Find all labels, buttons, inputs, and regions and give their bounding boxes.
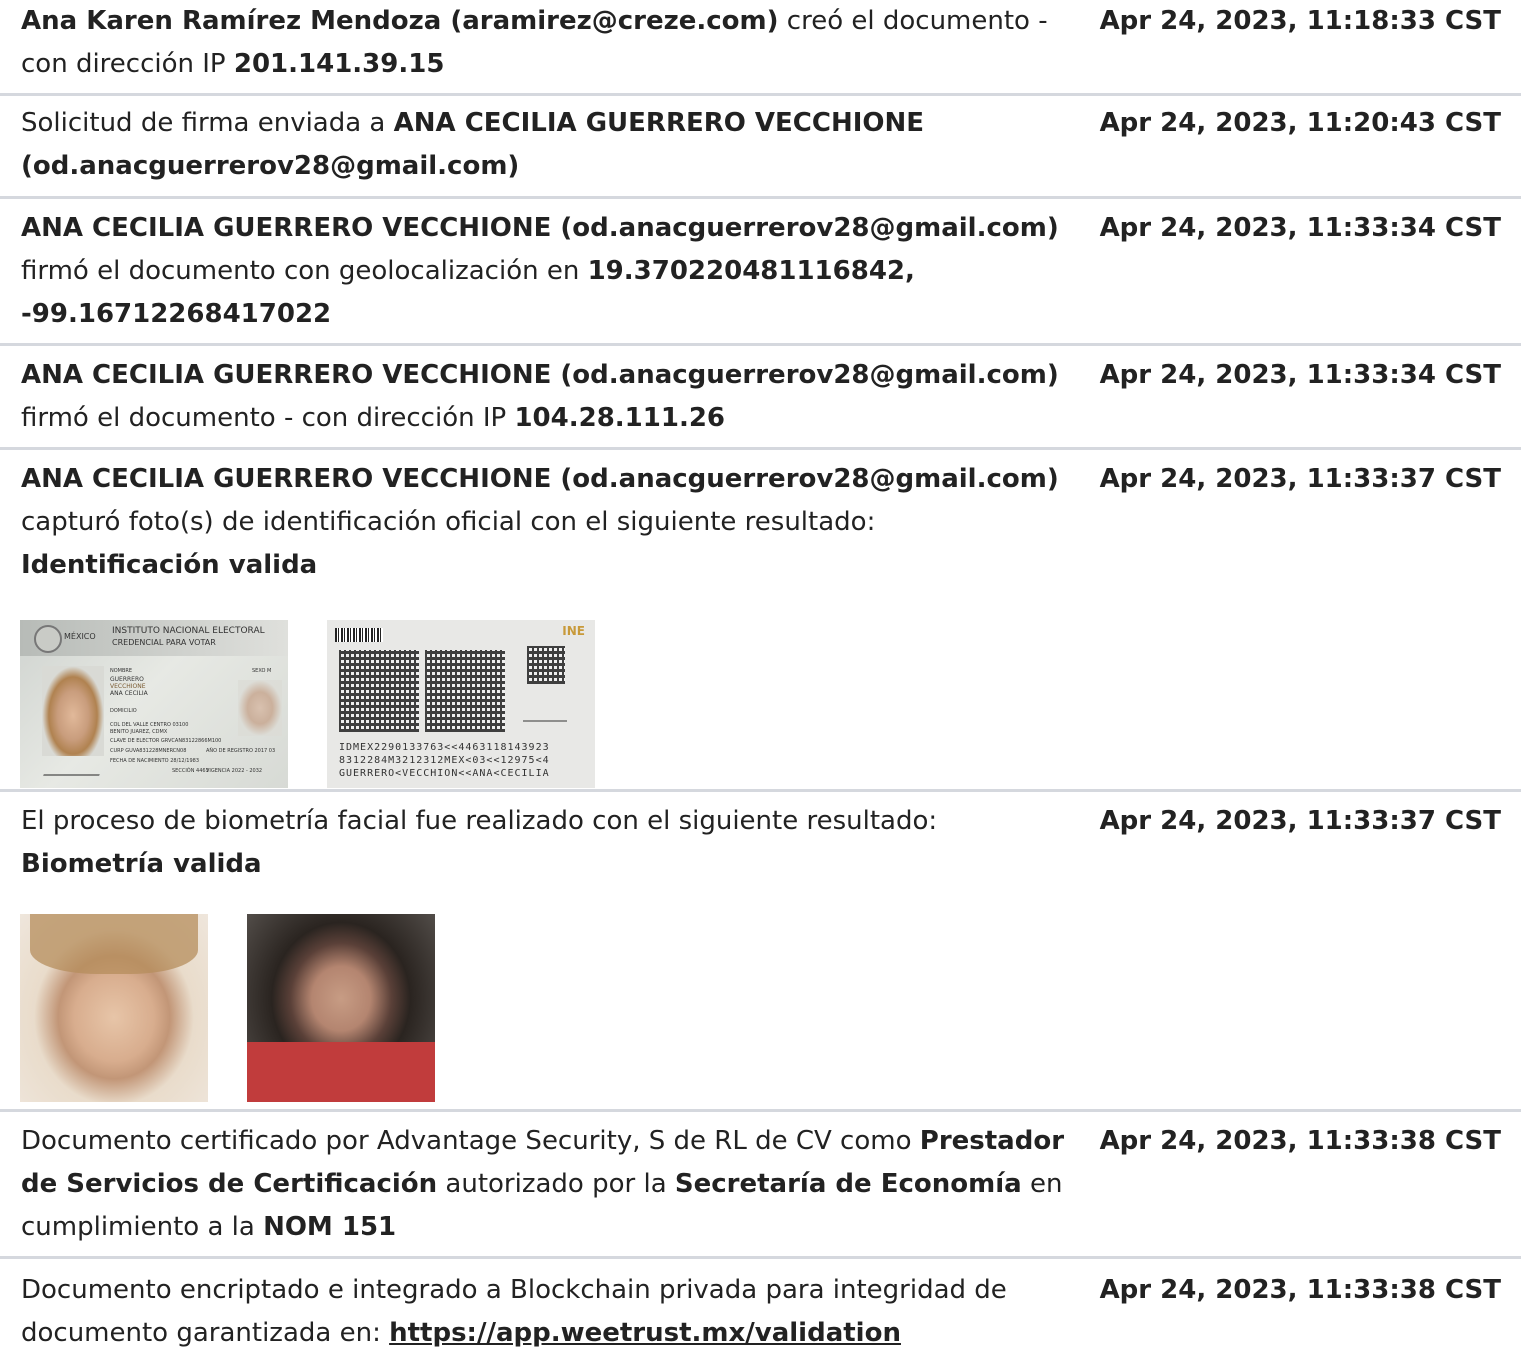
bold-text: ANA CECILIA GUERRERO VECCHIONE (od.anacguerrerov28@gmail.com) [21,464,1059,494]
log-entry [0,199,1521,346]
entry-timestamp: Apr 24, 2023, 11:33:38 CST [1099,1275,1501,1305]
log-entry [0,96,1521,199]
entry-description [21,207,1071,336]
id-front-image: MÉXICO INSTITUTO NACIONAL ELECTORAL CREDENCIAL PARA VOTAR NOMBRE SEXO M GUERRERO VECCHIONE ANA CECILIA DOMICILIO COL DEL VALLE CENTRO 03100 BENITO JUAREZ, CDMX CLAVE DE ELECTOR GRVCAN83122866M100 CURP GUVA831228MNERCN08 AÑO DE REGISTRO 2017 03 FECHA DE NACIMIENTO 28/12/1983 SECCIÓN 4463 VIGENCIA 2022 - 2032 [20,620,288,788]
qr-code-right [527,646,565,684]
text-segment: Documento encriptado e integrado a Blockchain privada para integridad de documento garantizada en: [21,1275,1007,1348]
entry-timestamp: Apr 24, 2023, 11:33:34 CST [1099,213,1501,243]
text-segment: en cumplimiento a la [21,1169,1063,1242]
text-segment: creó el documento - con dirección IP [21,6,1048,79]
entry-timestamp: Apr 24, 2023, 11:33:34 CST [1099,360,1501,390]
bold-text: ANA CECILIA GUERRERO VECCHIONE (od.anacguerrerov28@gmail.com) [21,108,924,181]
bold-text: NOM 151 [263,1212,397,1242]
bold-text: ANA CECILIA GUERRERO VECCHIONE (od.anacguerrerov28@gmail.com) [21,360,1059,390]
bold-text: Prestador de Servicios de Certificación [21,1126,1065,1199]
log-entry [0,0,1521,96]
entry-description [21,1269,1071,1355]
entry-description [21,800,1071,886]
entry-timestamp: Apr 24, 2023, 11:18:33 CST [1099,6,1501,36]
text-segment: firmó el documento - con dirección IP [21,403,515,433]
bold-text: 104.28.111.26 [514,403,726,433]
signature-image [523,706,567,722]
log-entry [0,1112,1521,1259]
bold-text: Secretaría de Economía [674,1169,1022,1199]
bold-text: 201.141.39.15 [233,49,445,79]
text-segment: capturó foto(s) de identificación oficial con el siguiente resultado: [21,507,876,537]
bold-text: ANA CECILIA GUERRERO VECCHIONE (od.anacguerrerov28@gmail.com) [21,213,1059,243]
entry-timestamp: Apr 24, 2023, 11:20:43 CST [1099,108,1501,138]
entry-timestamp: Apr 24, 2023, 11:33:38 CST [1099,1126,1501,1156]
entry-timestamp: Apr 24, 2023, 11:33:37 CST [1099,806,1501,836]
id-face-image [20,914,208,1102]
log-entry [0,450,1521,792]
log-entry [0,792,1521,1112]
qr-code-middle [425,650,505,732]
entry-description [21,0,1071,86]
bold-text: 19.370220481116842, -99.16712268417022 [21,256,915,329]
text-segment: firmó el documento con geolocalización en [21,256,588,286]
bold-text: Ana Karen Ramírez Mendoza (aramirez@creze.com) [21,6,779,36]
validation-link[interactable]: https://app.weetrust.mx/validation [389,1318,901,1348]
id-photo [42,666,104,756]
seal-icon [34,625,62,653]
entry-description [21,102,1071,188]
signature-image [43,760,105,776]
small-id-photo [238,680,282,736]
text-segment: autorizado por la [437,1169,675,1199]
text-segment: El proceso de biometría facial fue realizado con el siguiente resultado: [21,806,938,836]
bold-text: Biometría valida [21,849,262,879]
bold-text: Identificación valida [21,550,318,580]
barcode [335,628,383,642]
log-entry [0,346,1521,450]
entry-description [21,458,1071,587]
text-segment: Solicitud de firma enviada a [21,108,394,138]
entry-description [21,354,1071,440]
qr-code-left [339,650,419,732]
entry-timestamp: Apr 24, 2023, 11:33:37 CST [1099,464,1501,494]
text-segment: Documento certificado por Advantage Security, S de RL de CV como [21,1126,920,1156]
log-entry [0,1259,1521,1360]
selfie-image [247,914,435,1102]
entry-description [21,1120,1071,1249]
id-back-image: INE IDMEX2290133763<<4463118143923 8312284M3212312MEX<03<<12975<4 GUERRERO<VECCHION<<ANA<CECILIA [327,620,595,788]
